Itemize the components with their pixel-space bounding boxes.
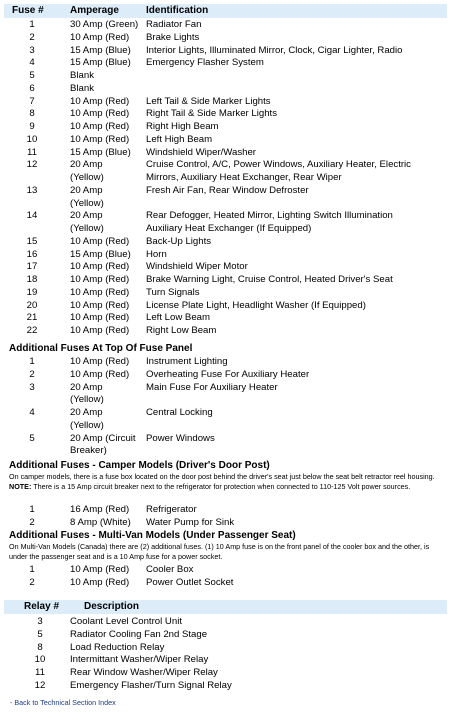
fuse-row xyxy=(0,18,476,31)
fuse-number: 3 xyxy=(29,44,35,56)
fuse-amperage: 10 Amp (Red) xyxy=(70,95,130,107)
fuse-amperage: 10 Amp (Red) xyxy=(70,325,130,336)
fuse-identification: Windshield Wiper Motor xyxy=(146,261,248,273)
fuse-identification: Central Locking xyxy=(146,407,213,418)
fuse-identification: Power Outlet Socket xyxy=(146,576,234,588)
fuse-amperage: 10 Amp (Red) xyxy=(70,356,130,367)
fuse-row xyxy=(0,120,476,133)
relay-description: Coolant Level Control Unit xyxy=(70,616,182,627)
fuse-identification: Instrument Lighting xyxy=(146,356,228,367)
fuse-identification: Power Windows xyxy=(146,432,215,444)
top-fuse-row xyxy=(0,419,476,432)
top-fuse-row xyxy=(0,444,476,457)
fuse-amperage: 10 Amp (Red) xyxy=(70,261,130,273)
fuse-number: 11 xyxy=(27,146,37,158)
relay-description: Intermittant Washer/Wiper Relay xyxy=(70,654,209,666)
back-to-index-link[interactable]: - Back to Technical Section Index xyxy=(10,698,116,707)
relay-description: Emergency Flasher/Turn Signal Relay xyxy=(70,679,232,691)
fuse-amperage: 10 Amp (Red) xyxy=(70,31,130,43)
fuse-amperage: Blank xyxy=(70,70,94,81)
fuse-row xyxy=(0,209,476,222)
relay-description: Radiator Cooling Fan 2nd Stage xyxy=(70,628,208,640)
multivan-note: On Multi-Van Models (Canada) there are (2) additional fuses. (1) 10 Amp fuse is on the front panel of the cooler box and the other, is under the passenger seat and is a 10 Amp fuse for a power socket. xyxy=(9,542,430,561)
fuse-table-header xyxy=(4,4,447,18)
fuse-number: 9 xyxy=(29,121,35,132)
fuse-amperage: 8 Amp (White) xyxy=(70,516,131,528)
fuse-row xyxy=(0,146,476,159)
fuse-row xyxy=(0,69,476,82)
camper-fuse-row xyxy=(0,516,476,529)
fuse-identification: Overheating Fuse For Auxiliary Heater xyxy=(146,368,310,380)
top-fuse-row xyxy=(0,355,476,368)
fuse-number: 1 xyxy=(29,19,35,30)
fuse-amperage: 10 Amp (Red) xyxy=(70,121,130,132)
fuse-amperage: 20 Amp xyxy=(70,210,103,222)
fuse-identification: Auxiliary Heat Exchanger (If Equipped) xyxy=(146,223,312,234)
fuse-identification: Mirrors, Auxiliary Heat Exchanger, Rear Wiper xyxy=(146,172,342,183)
fuse-row xyxy=(0,133,476,146)
relay-number: 12 xyxy=(34,679,46,691)
fuse-number: 2 xyxy=(29,31,35,43)
fuse-amperage: 15 Amp (Blue) xyxy=(70,44,131,56)
fuse-amperage: 10 Amp (Red) xyxy=(70,286,130,298)
fuse-number: 4 xyxy=(29,407,35,418)
fuse-row xyxy=(0,222,476,235)
fuse-row xyxy=(0,273,476,286)
fuse-number: 13 xyxy=(26,184,38,196)
fuse-number: 10 xyxy=(26,133,38,145)
fuse-identification: Fresh Air Fan, Rear Window Defroster xyxy=(146,184,309,196)
relay-table-header xyxy=(4,600,447,614)
fuse-identification: Main Fuse For Auxiliary Heater xyxy=(146,381,278,393)
fuse-row xyxy=(0,311,476,324)
fuse-number: 2 xyxy=(29,516,35,528)
fuse-number: 22 xyxy=(26,325,38,336)
relay-row xyxy=(0,653,476,666)
fuse-amperage: 20 Amp xyxy=(70,159,103,171)
fuse-row xyxy=(0,235,476,248)
relay-number: 8 xyxy=(37,641,43,653)
fuse-number: 8 xyxy=(29,108,35,120)
fuse-number: 2 xyxy=(29,576,35,588)
fuse-amperage: 15 Amp (Blue) xyxy=(70,248,131,260)
camper-note-label: NOTE: xyxy=(9,482,32,491)
fuse-identification: Left Low Beam xyxy=(146,312,210,324)
fuse-amperage: 10 Amp (Red) xyxy=(70,274,130,285)
fuse-amperage: Blank xyxy=(70,82,94,94)
fuse-row xyxy=(0,44,476,57)
fuse-number: 18 xyxy=(26,274,38,285)
top-fuse-row xyxy=(0,393,476,406)
fuse-row xyxy=(0,197,476,210)
relay-number: 5 xyxy=(37,628,43,640)
amperage-column-header: Amperage xyxy=(70,5,119,16)
fuse-identification: Windshield Wiper/Washer xyxy=(146,146,257,158)
fuse-identification: Right Tail & Side Marker Lights xyxy=(146,108,277,120)
fuse-row xyxy=(0,95,476,108)
fuse-identification: Rear Defogger, Heated Mirror, Lighting Switch Illumination xyxy=(146,210,393,222)
fuse-row xyxy=(0,184,476,197)
fuse-row xyxy=(0,107,476,120)
fuse-number: 21 xyxy=(26,312,38,324)
relay-row xyxy=(0,679,476,692)
fuse-identification: Left High Beam xyxy=(146,133,213,145)
fuse-number: 3 xyxy=(29,381,35,393)
fuse-amperage: 20 Amp (Circuit xyxy=(70,432,136,444)
fuse-amperage: 10 Amp (Red) xyxy=(70,564,130,575)
fuse-identification: Water Pump for Sink xyxy=(146,516,235,528)
fuse-identification: Brake Warning Light, Cruise Control, Heated Driver's Seat xyxy=(146,274,393,285)
description-column-header: Description xyxy=(84,601,140,612)
fuse-amperage: 16 Amp (Red) xyxy=(70,504,130,515)
fuse-number: 1 xyxy=(29,504,35,515)
fuse-amperage: (Yellow) xyxy=(70,394,104,406)
fuse-amperage: 20 Amp xyxy=(70,381,103,393)
fuse-amperage: 10 Amp (Red) xyxy=(70,299,130,311)
fuse-row xyxy=(0,31,476,44)
fuse-number: 14 xyxy=(26,210,38,222)
fuse-amperage: (Yellow) xyxy=(70,419,104,431)
relay-description: Rear Window Washer/Wiper Relay xyxy=(70,667,218,678)
fuse-number: 19 xyxy=(26,286,38,298)
section-multivan: Additional Fuses - Multi-Van Models (Under Passenger Seat) xyxy=(9,530,296,541)
top-fuse-row xyxy=(0,368,476,381)
fuse-row xyxy=(0,299,476,312)
section-top-of-panel: Additional Fuses At Top Of Fuse Panel xyxy=(9,343,193,354)
fuse-row xyxy=(0,324,476,337)
relay-row xyxy=(0,628,476,641)
camper-fuse-row xyxy=(0,503,476,516)
fuse-amperage: 15 Amp (Blue) xyxy=(70,146,131,158)
fuse-identification: Cooler Box xyxy=(146,564,194,575)
fuse-identification: Left Tail & Side Marker Lights xyxy=(146,95,271,107)
fuse-number: 4 xyxy=(29,57,35,69)
fuse-identification: Back-Up Lights xyxy=(146,235,212,247)
fuse-number: 16 xyxy=(26,248,38,260)
fuse-row xyxy=(0,286,476,299)
top-fuse-row xyxy=(0,432,476,445)
fuse-number: 6 xyxy=(29,82,35,94)
fuse-identification: Brake Lights xyxy=(146,31,200,43)
fuse-number: 1 xyxy=(29,356,35,367)
top-fuse-row xyxy=(0,381,476,394)
multivan-fuse-row xyxy=(0,563,476,576)
top-fuse-row xyxy=(0,406,476,419)
fuse-number: 12 xyxy=(26,159,38,171)
fuse-amperage: (Yellow) xyxy=(70,172,104,183)
fuse-number: 2 xyxy=(29,368,35,380)
fuse-number: 5 xyxy=(29,432,35,444)
section-camper: Additional Fuses - Camper Models (Driver's Door Post) xyxy=(9,460,270,471)
fuse-amperage: 10 Amp (Red) xyxy=(70,108,130,120)
fuse-identification: Turn Signals xyxy=(146,286,200,298)
fuse-number: 7 xyxy=(29,95,35,107)
relay-number: 11 xyxy=(35,667,45,678)
relay-number: 10 xyxy=(34,654,46,666)
fuse-row xyxy=(0,158,476,171)
fuse-amperage: 10 Amp (Red) xyxy=(70,235,130,247)
camper-note-text-2: There is a 15 Amp circuit breaker next to the refrigerator for protection when connected to 110-125 Volt power sources. xyxy=(33,482,411,491)
fuse-number: 1 xyxy=(29,564,35,575)
fuse-number: 15 xyxy=(26,235,38,247)
fuse-number: 17 xyxy=(26,261,38,273)
relay-row xyxy=(0,615,476,628)
fuse-identification: Refrigerator xyxy=(146,504,197,515)
fuse-row xyxy=(0,248,476,261)
fuse-identification: Right Low Beam xyxy=(146,325,217,336)
fuse-identification: Radiator Fan xyxy=(146,19,202,30)
fuse-amperage: 10 Amp (Red) xyxy=(70,312,130,324)
fuse-number: 5 xyxy=(29,70,35,81)
identification-column-header: Identification xyxy=(146,5,209,16)
fuse-identification: Interior Lights, Illuminated Mirror, Clock, Cigar Lighter, Radio xyxy=(146,44,403,56)
fuse-number: 20 xyxy=(26,299,38,311)
fuse-identification: Right High Beam xyxy=(146,121,219,132)
fuse-amperage: Breaker) xyxy=(70,445,107,457)
fuse-column-header: Fuse # xyxy=(12,5,44,16)
camper-note-text: On camper models, there is a fuse box located on the door post behind the driver's seat just below the seat belt retractor reel housing. xyxy=(9,472,435,481)
fuse-amperage: 30 Amp (Green) xyxy=(70,19,139,30)
fuse-identification: Horn xyxy=(146,248,167,260)
camper-note xyxy=(9,472,445,492)
fuse-identification: License Plate Light, Headlight Washer (If Equipped) xyxy=(146,299,366,311)
fuse-amperage: 20 Amp xyxy=(70,184,103,196)
multivan-fuse-row xyxy=(0,576,476,589)
fuse-row xyxy=(0,260,476,273)
relay-row xyxy=(0,666,476,679)
relay-description: Load Reduction Relay xyxy=(70,641,165,653)
relay-number: 3 xyxy=(37,616,43,627)
fuse-amperage: 15 Amp (Blue) xyxy=(70,57,131,69)
fuse-amperage: 20 Amp xyxy=(70,407,103,418)
fuse-amperage: (Yellow) xyxy=(70,197,104,209)
fuse-identification: Cruise Control, A/C, Power Windows, Auxiliary Heater, Electric xyxy=(146,159,411,171)
fuse-row xyxy=(0,171,476,184)
fuse-row xyxy=(0,56,476,69)
relay-row xyxy=(0,641,476,654)
fuse-amperage: 10 Amp (Red) xyxy=(70,368,130,380)
fuse-identification: Emergency Flasher System xyxy=(146,57,264,69)
relay-column-header: Relay # xyxy=(24,601,60,612)
fuse-amperage: 10 Amp (Red) xyxy=(70,133,130,145)
fuse-amperage: 10 Amp (Red) xyxy=(70,576,130,588)
fuse-row xyxy=(0,82,476,95)
fuse-amperage: (Yellow) xyxy=(70,223,104,234)
